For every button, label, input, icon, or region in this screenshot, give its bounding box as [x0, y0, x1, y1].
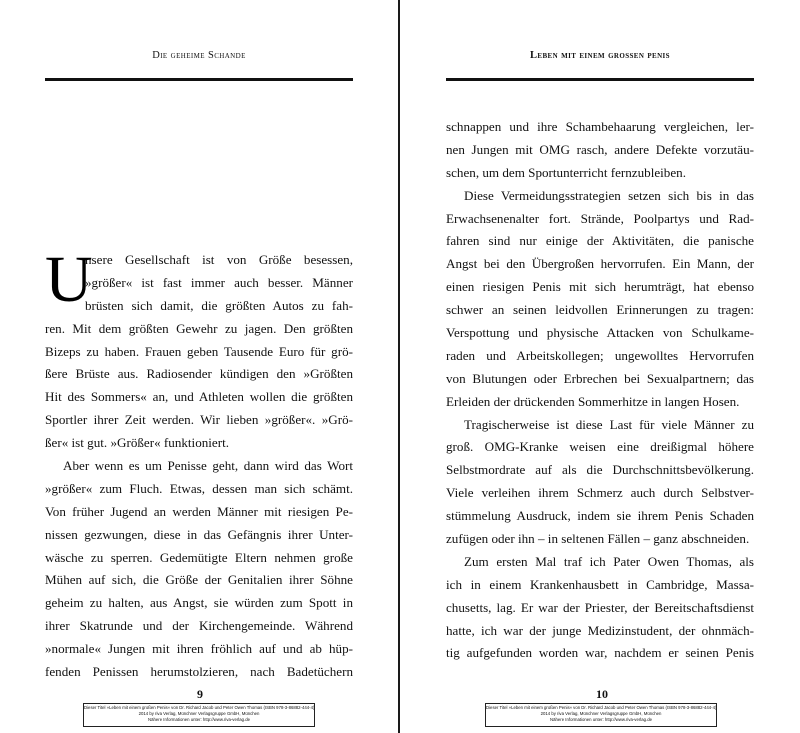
text-line: hatte, ich war der junge Medizinstudent, der ohnmäch- [446, 622, 754, 638]
text-line: Sportler ihrer Zeit werden. Wir lieben »größer«. »Grö- [45, 412, 353, 428]
page-number: 10 [596, 687, 608, 701]
text-line: brüsten sich damit, die größten Autos zu fah- [85, 297, 353, 313]
copyright-line: Dieser Titel »Leben mit einem großen Penis« von Dr. Richard Jacob und Peter Owen Thomas (ISBN 978-3-86882-444-4) [486, 705, 717, 710]
text-line: Erwachsenenalter fort. Strände, Poolpartys und Rad- [446, 210, 754, 226]
text-line: fahren sind nur einige der Aktivitäten, die panische [446, 233, 754, 249]
text-line: ßer« ist gut. »Größer« funktioniert. [45, 435, 230, 451]
text-line: Bizeps zu haben. Frauen geben Tausende Euro für grö- [45, 343, 353, 359]
text-line: Zum ersten Mal traf ich Pater Owen Thomas, als [464, 553, 754, 569]
page-number: 9 [197, 687, 203, 701]
text-line: schen, um dem Sportunterricht fernzubleiben. [446, 164, 686, 180]
text-line: zufügen oder ihn – in seltenen Fällen – ganz abschneiden. [446, 531, 750, 547]
text-line: »größer« ist fast immer auch besser. Männer [85, 274, 353, 290]
copyright-line: 2014 by riva Verlag, Münchner Verlagsgruppe GmbH, München [540, 710, 662, 716]
text-line: ihrer Skatrunde und der Kirchengemeinde. Während [45, 618, 353, 634]
right-page [400, 0, 800, 733]
copyright-line: 2014 by riva Verlag, Münchner Verlagsgruppe GmbH, München [138, 710, 260, 716]
body-text [446, 116, 754, 665]
text-line: Aber wenn es um Penisse geht, dann wird das Wort [63, 458, 353, 474]
text-line: chusetts, lag. Er war der Priester, der Bereitschaftsdienst [446, 599, 754, 615]
copyright-notice [485, 703, 717, 727]
running-head: Leben mit einem grossen penis [530, 50, 670, 61]
text-line: »normale« Jungen mit ihren fröhlich auf und ab hüp- [45, 641, 353, 657]
text-line: stümmelung Ausdruck, indem sie ihrem Penis Schaden [446, 508, 754, 524]
text-line: »größer« zum Fluch. Etwas, dessen man sich schämt. [45, 480, 353, 496]
header-rule [446, 78, 754, 81]
text-line: Diese Vermeidungsstrategien setzen sich bis in das [464, 187, 754, 203]
text-line: Selbstmordrate auf als die Durchschnittsbevölkerung. [446, 462, 754, 478]
text-line: ich in einem Krankenhausbett in Cambridge, Massa- [446, 576, 754, 592]
text-line: Angst bei den Übergroßen hervorrufen. Ein Mann, der [446, 256, 754, 272]
text-line: wäsche zu sperren. Gedemütigte Eltern nehmen große [45, 549, 353, 565]
text-line: einen riesigen Penis mit sich herumträgt, hat ebenso [446, 279, 754, 295]
copyright-line: Nähere Informationen unter: http://www.riva-verlag.de [148, 716, 250, 722]
text-line: Tragischerweise ist diese Last für viele Männer zu [464, 416, 754, 432]
text-line: tig aufgefunden worden war, nachdem er seinen Penis [446, 645, 754, 661]
text-line: ren. Mit dem größten Gewehr zu jagen. Den größten [45, 320, 353, 336]
text-line: Hit des Sommers« an, und Athleten wollen die größten [45, 389, 353, 405]
text-line: von Blutungen oder Erbrechen bei Sexualpartnern; das [446, 370, 754, 386]
body-text [45, 243, 353, 684]
text-line: nissen gezwungen, diese in das Gefängnis ihrer Unter- [45, 526, 353, 542]
text-line: schnappen und ihre Schambehaarung vergleichen, ler- [446, 119, 754, 134]
text-line: geheim zu halten, aus Angst, sie würden zum Spott in [45, 595, 353, 611]
text-line: nsere Gesellschaft ist von Größe besessen, [85, 252, 353, 267]
copyright-notice [83, 703, 315, 727]
text-line: ßere Brüste aus. Radiosender kündigen den »Größten [45, 366, 353, 382]
text-line: raden und Arbeitskollegen; ungewolltes Hervorrufen [446, 347, 754, 363]
text-line: schwer an seinen leidvollen Erinnerungen zu tragen: [446, 302, 754, 318]
header-rule [45, 78, 353, 81]
text-line: nen Jungen mit OMG rasch, andere Defekte vorzutäu- [446, 141, 754, 157]
text-line: Viele verleihen ihrem Schmerz auch durch Selbstver- [446, 485, 754, 501]
text-line: Mühen auf sich, die Größe der Genitalien ihrer Söhne [45, 572, 353, 588]
left-page [0, 0, 398, 733]
text-line: Erleiden der drückenden Sommerhitze in langen Hosen. [446, 393, 740, 409]
text-line: fenden Penissen herumstolzieren, nach Badetüchern [45, 664, 353, 680]
running-head: Die geheime Schande [152, 50, 246, 61]
copyright-line: Dieser Titel »Leben mit einem großen Penis« von Dr. Richard Jacob und Peter Owen Thomas (ISBN 978-3-86882-444-4) [84, 705, 315, 710]
drop-cap: U [45, 243, 93, 316]
text-line: groß. OMG-Kranke weisen eine dreißigmal höhere [446, 439, 754, 455]
text-line: Von früher Jugend an werden Männer mit riesigen Pe- [45, 503, 353, 519]
text-line: Verspottung und physische Attacken von Schulkame- [446, 325, 754, 341]
copyright-line: Nähere Informationen unter: http://www.riva-verlag.de [550, 716, 652, 722]
